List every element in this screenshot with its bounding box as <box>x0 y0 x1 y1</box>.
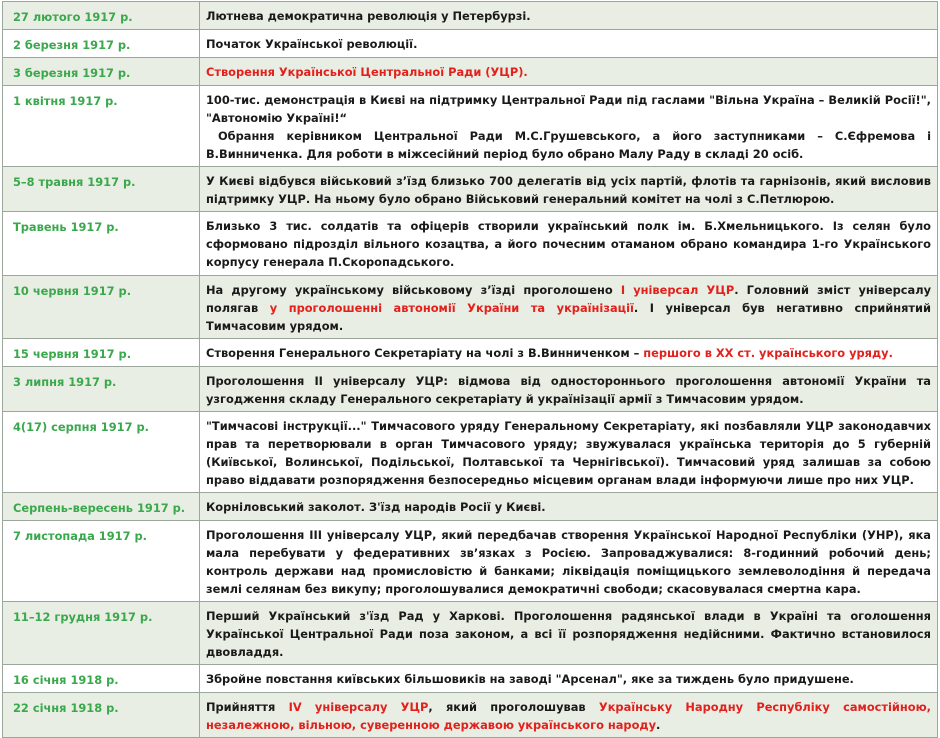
event-description <box>200 212 938 276</box>
table-row <box>3 58 938 86</box>
event-description <box>200 339 938 367</box>
highlighted-text: першого в XX ст. українського уряду. <box>643 346 893 360</box>
event-text: У Києві відбувся військовий з’їзд близько 700 делегатів від усіх партій, флотів та гарнізонів, який висловив підтримку УЦР. На ньому було обрано Військовий генеральний комітет на чолі з С.Петлюрою. <box>206 174 931 206</box>
table-row <box>3 276 938 339</box>
chronology-table <box>2 1 938 738</box>
event-text: Перший Український з'їзд Рад у Харкові. Проголошення радянської влади в Україні та оголошення Української Центральної Ради поза законом, а всі її розпорядження недійсними. Фактично встановилося двовладдя. <box>206 609 931 659</box>
event-description <box>200 493 938 521</box>
table-row <box>3 602 938 665</box>
event-description <box>200 86 938 167</box>
event-date: Серпень-вересень 1917 р. <box>3 493 200 521</box>
event-text: "Тимчасові інструкції..." Тимчасового уряду Генеральному Секретаріату, які позбавляли УЦР законодавчих прав та перетворювали в орган Тимчасового уряду; звужувалася українська територія до 5 губерній (Київської, Волинської, Подільської, Полтавської та Чернігівської). Тимчасовий уряд залишав за собою право віддавати розпорядження безпосередньо місцевим органам влади інформуючи лише про них УЦР. <box>206 419 931 487</box>
table-row <box>3 339 938 367</box>
event-text: Створення Генерального Секретаріату на чолі з В.Винниченком – <box>206 346 644 360</box>
event-text: Проголошення ІІІ універсалу УЦР, який передбачав створення Української Народної Республіки (УНР), яка мала перебувати у федеративних зв’язках з Росією. Запроваджувалися: 8-годинний робочий день; контроль держави над промисловістю й банками; ліквідація поміщицького землеволодіння й передача землі селянам без викупу; проголошувалися демократичні свободи; скасовувалася смертна кара. <box>206 528 931 596</box>
highlighted-text: Українську Народну Республіку самостійною, незалежною, вільною, суверенною державою українського народу <box>206 700 931 732</box>
event-description <box>200 2 938 30</box>
table-row <box>3 30 938 58</box>
event-text: Корніловський заколот. З'їзд народів Росії у Києві. <box>206 500 546 514</box>
event-text: Прийняття <box>206 700 289 714</box>
table-row <box>3 493 938 521</box>
event-date: 11–12 грудня 1917 р. <box>3 602 200 665</box>
event-text: , який проголошував <box>428 700 599 714</box>
event-date: 3 березня 1917 р. <box>3 58 200 86</box>
event-text: Початок Української революції. <box>206 37 418 51</box>
table-row <box>3 412 938 493</box>
event-date: 3 липня 1917 р. <box>3 367 200 412</box>
event-date: 16 січня 1918 р. <box>3 665 200 693</box>
event-date: 2 березня 1917 р. <box>3 30 200 58</box>
event-date: 15 червня 1917 р. <box>3 339 200 367</box>
event-description <box>200 521 938 602</box>
table-row <box>3 2 938 30</box>
table-row <box>3 521 938 602</box>
event-description <box>200 693 938 738</box>
event-date: 7 листопада 1917 р. <box>3 521 200 602</box>
event-text: . І універсал був негативно сприйнятий Тимчасовим урядом. <box>206 301 931 333</box>
event-description <box>200 276 938 339</box>
event-text: Збройне повстання київських більшовиків на заводі "Арсенал", яке за тиждень було придушене. <box>206 672 854 686</box>
event-description <box>200 665 938 693</box>
event-description <box>200 30 938 58</box>
event-date: 4(17) серпня 1917 р. <box>3 412 200 493</box>
highlighted-text: у проголошенні автономії України та українізації <box>269 301 634 315</box>
event-description <box>200 58 938 86</box>
highlighted-text: Створення Української Центральної Ради (УЦР). <box>206 65 528 79</box>
event-date: 1 квітня 1917 р. <box>3 86 200 167</box>
event-text: На другому українському військовому з’їзді проголошено <box>206 283 621 297</box>
event-date: Травень 1917 р. <box>3 212 200 276</box>
event-text: Лютнева демократична революція у Петербурзі. <box>206 9 531 23</box>
highlighted-text: І універсал УЦР <box>620 283 735 297</box>
event-text: 100-тис. демонстрація в Києві на підтримку Центральної Ради під гаслами "Вільна Україна – Великій Росії!", "Автономію Україні!“ <box>206 93 931 125</box>
event-description <box>200 412 938 493</box>
table-row <box>3 86 938 167</box>
table-row <box>3 167 938 212</box>
event-description <box>200 367 938 412</box>
table-row <box>3 693 938 738</box>
event-text: Обрання керівником Центральної Ради М.С.Грушевського, а його заступниками – С.Єфремова і В.Винниченка. Для роботи в міжсесійний період було обрано Малу Раду в складі 20 осіб. <box>206 129 931 161</box>
event-text: . Головний зміст універсалу полягав <box>206 283 932 315</box>
event-description <box>200 602 938 665</box>
event-date: 22 січня 1918 р. <box>3 693 200 738</box>
event-date: 5–8 травня 1917 р. <box>3 167 200 212</box>
event-text: Проголошення ІІ універсалу УЦР: відмова від одностороннього проголошення автономії України та узгодження складу Генерального секретаріату й українізації армії з Тимчасовим урядом. <box>206 374 931 406</box>
table-row <box>3 367 938 412</box>
event-date: 10 червня 1917 р. <box>3 276 200 339</box>
table-row <box>3 665 938 693</box>
event-description <box>200 167 938 212</box>
highlighted-text: IV універсалу УЦР <box>288 700 429 714</box>
event-text: Близько 3 тис. солдатів та офіцерів створили український полк ім. Б.Хмельницького. Із селян було сформовано підрозділ вільного козацтва, а його почесним отаманом обрано командира 1-го Українського корпусу генерала П.Скоропадського. <box>206 219 931 269</box>
chronology-body <box>3 2 938 738</box>
event-text: . <box>656 718 661 732</box>
event-date: 27 лютого 1917 р. <box>3 2 200 30</box>
table-row <box>3 212 938 276</box>
